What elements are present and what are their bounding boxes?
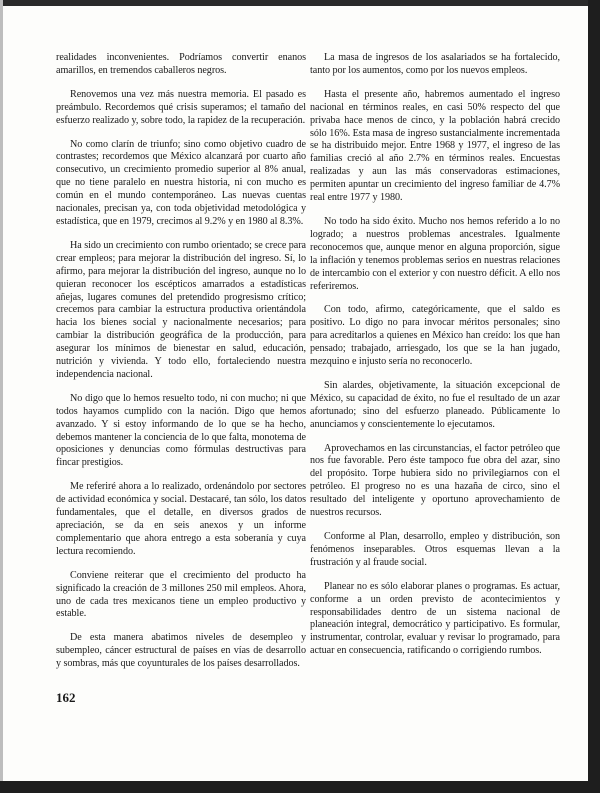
left-paragraph-1: realidades inconvenientes. Podríamos convertir enanos amarillos, en tremendos caballeros negros. bbox=[56, 52, 306, 76]
scan-edge-bottom bbox=[0, 781, 600, 793]
scan-edge-right bbox=[588, 0, 600, 793]
left-paragraph-3: No como clarín de triunfo; sino como objetivo cuadro de contrastes; recordemos que México alcanzará por cuarto año consecutivo, un crecimiento promedio superior al 8% anual, que no tiene paralelo en nuestra historia, ni con mucho es común en el mundo contemporáneo. Las nuevas cuentas nacionales, precisan ya, con toda objetividad metodológica y estadística, que en 1979, crecimos al 9.2% y en 1980 al 8.3%. bbox=[56, 138, 306, 227]
page-number: 162 bbox=[56, 690, 76, 705]
right-paragraph-6: Aprovechamos en las circunstancias, el factor petróleo que nos fue favorable. Pero éste tampoco fue obra del azar, sino del propósito. Torpe hubiera sido no privilegiarnos con el petróleo. El progreso no es una hazaña de circo, sino el resultado del inteligente y oportuno aprovechamiento de nuestros recursos. bbox=[310, 442, 560, 519]
right-paragraph-1: La masa de ingresos de los asalariados se ha fortalecido, tanto por los aumentos, como por los nuevos empleos. bbox=[310, 52, 560, 76]
right-paragraph-5: Sin alardes, objetivamente, la situación excepcional de México, su capacidad de éxito, no fue el resultado de un azar afortunado; sino del esfuerzo planeado. Públicamente lo anunciamos y conscientemente lo ejecutamos. bbox=[310, 379, 560, 430]
scan-edge-left bbox=[0, 0, 3, 793]
left-paragraph-5: No digo que lo hemos resuelto todo, ni con mucho; ni que todos hayamos cumplido con la nación. Digo que hemos avanzado. Y si estoy informando de lo que se ha hecho, debemos mantener la conciencia de lo que falta, monotema de oposiciones y denuncias como fórmulas destructivas para fincar prestigios. bbox=[56, 392, 306, 469]
scan-edge-top bbox=[0, 0, 600, 6]
right-column bbox=[310, 52, 560, 669]
right-paragraph-4: Con todo, afirmo, categóricamente, que el saldo es positivo. Lo digo no para invocar méritos personales; sino para acreditarlos a quienes en México han creído: los que han pensado; trabajado, arriesgado, los que se la han jugado, mezquino e injusto sería no reconocerlo. bbox=[310, 304, 560, 368]
right-paragraph-8: Planear no es sólo elaborar planes o programas. Es actuar, conforme a un orden previsto de acontecimientos y responsabilidades dentro de un sistema nacional de planeación integral, democrático y participativo. Es formular, instrumentar, controlar, evaluar y revisar lo programado, para actuar en consecuencia, ratificando o corrigiendo rumbos. bbox=[310, 580, 560, 657]
left-paragraph-2: Renovemos una vez más nuestra memoria. El pasado es preámbulo. Recordemos qué crisis superamos; el tamaño del esfuerzo realizado y, sobre todo, la rapidez de la recuperación. bbox=[56, 88, 306, 126]
left-paragraph-4: Ha sido un crecimiento con rumbo orientado; se crece para crear empleos; para mejorar la distribución del ingreso. Sí, lo afirmo, para mejorar la distribución del ingreso, aunque no lo quieran reconocer los escépticos amarrados a estadísticas añejas, lugares comunes del pretendido progresismo crítico; crecemos para cambiar la estructura productiva orientándola hacia los bienes social y nacionalmente necesarios; para cambiar la distribución geográfica de la producción, para asegurar los mínimos de bienestar en salud, educación, nutrición y vivienda. Y todo ello, fortaleciendo nuestra independencia nacional. bbox=[56, 239, 306, 380]
left-column bbox=[56, 52, 306, 682]
left-paragraph-6: Me referiré ahora a lo realizado, ordenándolo por sectores de actividad económica y social. Destacaré, tan sólo, los datos fundamentales, que el detalle, en diversos grados de apreciación, se da en seis anexos y un informe complementario que ahora entrego a esta soberanía y cuya lectura recomiendo. bbox=[56, 481, 306, 557]
right-paragraph-7: Conforme al Plan, desarrollo, empleo y distribución, son fenómenos inseparables. Otros esquemas llevan a la frustración y al fraude social. bbox=[310, 531, 560, 568]
left-paragraph-7: Conviene reiterar que el crecimiento del producto ha significado la creación de 3 millones 250 mil empleos. Ahora, uno de cada tres mexicanos tiene un empleo productivo y estable. bbox=[56, 569, 306, 620]
left-paragraph-8: De esta manera abatimos niveles de desempleo y subempleo, cáncer estructural de países en vías de desarrollo y sombras, más que coyunturales de los países desarrollados. bbox=[56, 632, 306, 670]
right-paragraph-3: No todo ha sido éxito. Mucho nos hemos referido a lo no logrado; a nuestros problemas ancestrales. Igualmente reconocemos que, aunque menor en alguna proporción, sigue la inflación y tenemos problemas serios en nuestras relaciones de intercambio con el exterior y con nuestro déficit. A ello nos referiremos. bbox=[310, 215, 560, 292]
right-paragraph-2: Hasta el presente año, habremos aumentado el ingreso nacional en términos reales, en casi 50% respecto del que privaba hace menos de cinco, y la población habrá crecido sólo 16%. Esta masa de ingreso sustancialmente incrementada se ha distribuido mejor. Entre 1968 y 1977, el ingreso de las familias creció al año 2.7% en términos reales. Encuestas realizadas y aun las más conservadoras estimaciones, permiten apuntar un crecimiento del ingreso familiar de 4.7% real entre 1977 y 1980. bbox=[310, 88, 560, 204]
